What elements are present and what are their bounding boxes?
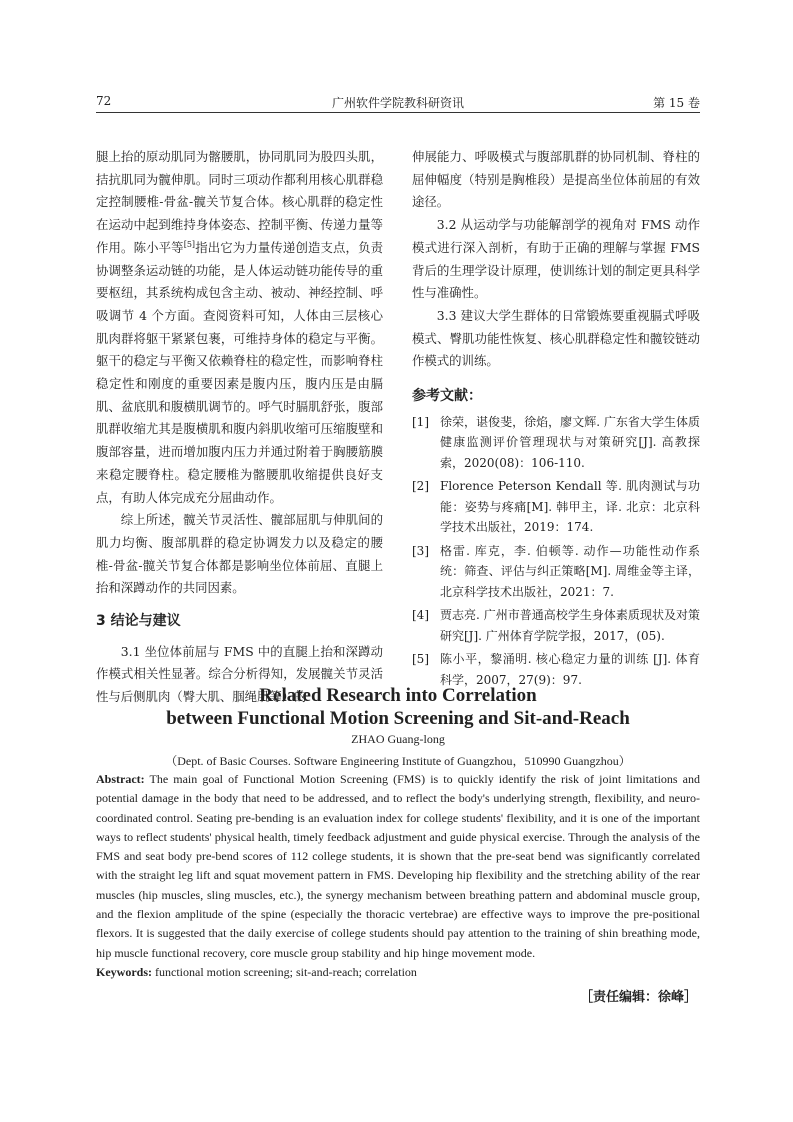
reference-list — [412, 412, 700, 691]
body-paragraph: 3.1 坐位体前屈与 FMS 中的直腿上抬和深蹲动作模式相关性显著。综合分析得知，发展髋关节灵活性与后侧肌肉（臀大肌、腘绳肌等）的 — [96, 643, 383, 705]
references-heading: 参考文献： — [412, 388, 482, 405]
reference-item: [2] Florence Peterson Kendall 等. 肌肉测试与功能：姿势与疼痛[M]. 韩甲主，译. 北京：北京科学技术出版社，2019：174. — [412, 479, 700, 535]
right-column — [412, 146, 700, 693]
body-paragraph: 腿上抬的原动肌同为髂腰肌，协同肌同为股四头肌，拮抗肌同为髋伸肌。同时三项动作都利用核心肌群稳定控制腰椎-骨盆-髋关节复合体。核心肌群的稳定性在运动中起到维持身体姿态、控制平衡、传递力量等作用。陈小平等[5]指出它为力量传递创造支点，负责协调整条运动链的功能，是人体运动链功能传导的重要枢纽，其系统构成包含主动、被动、神经控制、呼吸调节 4 个方面。查阅资料可知，人体由三层核心肌肉群将躯干紧紧包裹，可维持身体的稳定与平衡。躯干的稳定与平衡又依赖脊柱的稳定性，而影响脊柱稳定性和刚度的重要因素是腹内压，腹内压是由膈肌、盆底肌和腹横肌调节的。呼气时膈肌舒张，腹部肌群收缩尤其是腹横肌和腹内斜肌收缩可压缩腹壁和腹部容量，进而增加腹内压力并通过附着于胸腰筋膜来稳定腰脊柱。稳定腰椎为髂腰肌收缩提供良好支点，有助人体完成充分屈曲动作。 — [96, 149, 384, 505]
abstract-text: The main goal of Functional Motion Screening (FMS) is to quickly identify the risk of joint limitations and potential damage in the body that need to be addressed, and to reflect the body's underlying strength, flexibility, and neuro-coordinated control. Seating pre-bending is an evaluation index for college students' flexibility, and it is one of the important ways to reflect students' physical health, timely feedback adjustment and guide physical exercise. Through the analysis of the FMS and seat body pre-bend scores of 112 college students, it is shown that the pre-seat bend was significantly correlated with the straight leg lift and squat movement pattern in FMS. Developing hip flexibility and the stretching ability of the rear muscles (hip muscles, sling muscles, etc.), the synergy mechanism between breathing pattern and abdominal muscle group, and the flexion amplitude of the spine (especially the thoracic vertebrae) are effective ways to improve the pre-positional flexors. It is suggested that the daily exercise of college students should pay attention to the training of shin breathing mode, hip muscle functional recovery, core muscle group stability and hip hinge movement mode. — [96, 772, 700, 960]
reference-item: [4] 贾志亮. 广州市普通高校学生身体素质现状及对策研究[J]. 广州体育学院学报，2017，(05). — [412, 608, 700, 643]
english-abstract — [96, 770, 700, 982]
english-title: Related Research into Correlation between Functional Motion Screening and Sit-and-Reach — [166, 685, 630, 729]
section-heading: 3 结论与建议 — [96, 613, 181, 630]
body-paragraph: 3.2 从运动学与功能解剖学的视角对 FMS 动作模式进行深入剖析，有助于正确的理解与掌握 FMS 背后的生理学设计原理，使训练计划的制定更具科学性与准确性。 — [412, 217, 700, 301]
editor-note: ［责任编辑：徐峰］ — [579, 990, 697, 1005]
running-header — [96, 92, 700, 113]
body-paragraph: 综上所述，髋关节灵活性、髋部屈肌与伸肌间的肌力均衡、腹部肌群的稳定协调发力以及稳定的腰椎-骨盆-髋关节复合体都是影响坐位体前屈、直腿上抬和深蹲动作的共同因素。 — [96, 512, 383, 596]
page-number: 72 — [96, 94, 112, 108]
journal-title: 广州软件学院教科研资讯 — [331, 96, 464, 110]
body-paragraph: 伸展能力、呼吸模式与腹部肌群的协同机制、脊柱的屈伸幅度（特别是胸椎段）是提高坐位体前屈的有效途径。 — [412, 149, 700, 210]
reference-item: [1] 徐荣，谌俊斐，徐焰，廖文辉. 广东省大学生体质健康监测评价管理现状与对策研究[J]. 高教探索，2020(08)：106-110. — [412, 414, 700, 470]
english-affiliation: （Dept. of Basic Courses. Software Engineering Institute of Guangzhou，510990 Guangzhou） — [165, 754, 631, 768]
volume-label: 第 15 卷 — [653, 96, 700, 110]
body-paragraph: 3.3 建议大学生群体的日常锻炼要重视膈式呼吸模式、臀肌功能性恢复、核心肌群稳定性和髋铰链动作模式的训练。 — [412, 307, 700, 369]
reference-item: [5] 陈小平，黎涌明. 核心稳定力量的训练 [J]. 体育科学，2007，27(9)：97. — [412, 652, 700, 687]
keywords-text: functional motion screening; sit-and-reach; correlation — [152, 964, 417, 979]
english-author: ZHAO Guang-long — [351, 732, 445, 746]
citation-marker: [5] — [183, 239, 196, 249]
keywords-label: Keywords: — [96, 964, 152, 979]
reference-item: [3] 格雷. 库克，李. 伯顿等. 动作—功能性动作系统：筛查、评估与纠正策略[M]. 周维金等主译，北京科学技术出版社，2021：7. — [412, 543, 700, 599]
abstract-label: Abstract: — [96, 772, 145, 786]
left-column — [96, 146, 383, 709]
